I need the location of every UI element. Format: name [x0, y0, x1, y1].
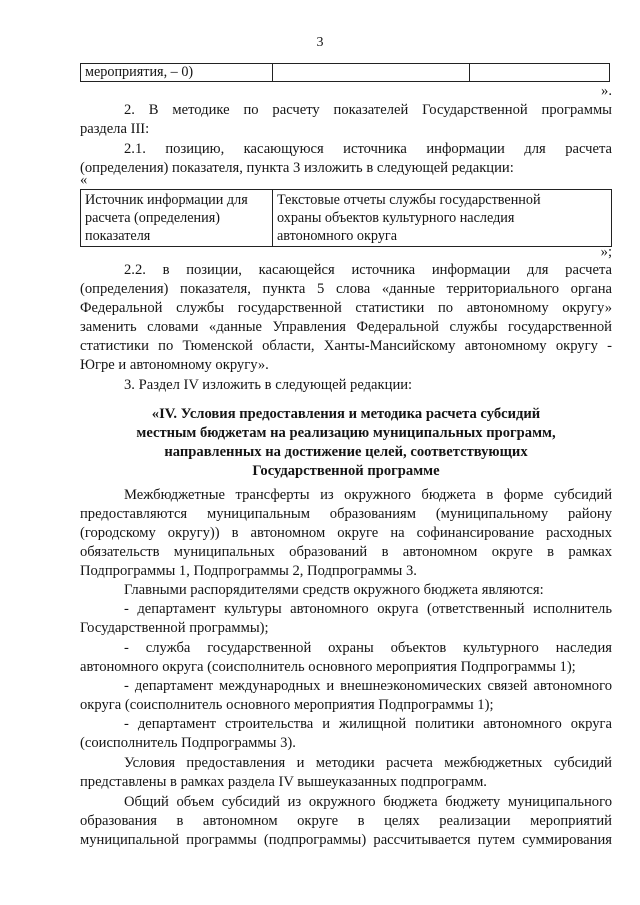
table-row	[81, 64, 610, 82]
text-line: Подпрограммы 1, Подпрограммы 2, Подпрограммы 3.	[80, 563, 417, 579]
paragraph-3	[80, 376, 612, 395]
table-cell-activity: мероприятия, – 0)	[81, 64, 273, 82]
text-line: охраны объектов культурного наследия	[277, 210, 515, 226]
paragraph-transfers-cont	[80, 505, 612, 562]
table-row	[81, 190, 612, 247]
text-line: 2. В методике по расчету показателей Государственной программы	[124, 102, 612, 118]
paragraph-2-cont	[80, 120, 612, 139]
text-line: - служба государственной охраны объектов культурного наследия	[124, 640, 612, 656]
text-line: 2.2. в позиции, касающейся источника информации для расчета	[124, 262, 612, 278]
text-line: представлены в рамках раздела IV вышеуказанных подпрограмм.	[80, 774, 487, 790]
heading-line: направленных на достижение целей, соответствующих	[164, 444, 528, 460]
list-item-international-department-cont	[80, 696, 612, 715]
paragraph-2-2-end	[80, 356, 612, 375]
text-line: - департамент строительства и жилищной политики автономного округа	[124, 716, 612, 732]
text-line: предоставляются муниципальным образованиям (муниципальному району	[80, 506, 612, 522]
text-line: (соисполнитель Подпрограммы 3).	[80, 735, 296, 751]
text-line: автономного округа	[277, 228, 398, 244]
list-item-culture-department-cont	[80, 619, 612, 638]
text-line: Межбюджетные трансферты из окружного бюджета в форме субсидий	[124, 487, 612, 503]
text-line: (определения) показателя, пункта 3 изложить в следующей редакции:	[80, 160, 514, 176]
section-heading	[80, 405, 612, 481]
text-line: Текстовые отчеты службы государственной	[277, 192, 541, 208]
paragraph-2-1	[80, 140, 612, 159]
text-line: Общий объем субсидий из окружного бюджета бюджету муниципального	[124, 794, 612, 810]
text-line: Условия предоставления и методики расчета межбюджетных субсидий	[124, 755, 612, 771]
text-line: статистики по Тюменской области, Ханты-Мансийскому автономному округу -	[80, 338, 612, 354]
source-value-cell	[273, 190, 612, 247]
source-info-table	[80, 189, 612, 247]
paragraph-2	[80, 101, 612, 120]
paragraph-conditions	[80, 754, 612, 773]
table-cell-empty-1	[273, 64, 470, 82]
heading-line: местным бюджетам на реализацию муниципальных программ,	[136, 425, 556, 441]
text-line: показателя	[85, 228, 151, 244]
text-line: Федеральной службы государственной статистики по автономному округу»	[80, 300, 612, 316]
text-line: обязательств муниципальных образований в автономном округе в рамках	[80, 544, 612, 560]
paragraph-transfers-end	[80, 562, 612, 581]
page-number: 3	[316, 35, 324, 50]
text-line: (городскому округу)) в автономном округе на софинансирование расходных	[80, 525, 612, 541]
paragraph-managers	[80, 581, 612, 600]
list-item-international-department	[80, 677, 612, 696]
text-line: Главными распорядителями средств окружного бюджета являются:	[124, 582, 544, 598]
heading-line: «IV. Условия предоставления и методика расчета субсидий	[151, 406, 541, 422]
text-line: автономного округа (соисполнитель основного мероприятия Подпрограммы 1);	[80, 659, 576, 675]
closing-quote: ».	[601, 83, 612, 99]
paragraph-total	[80, 793, 612, 812]
list-item-heritage-service	[80, 639, 612, 658]
list-item-culture-department	[80, 600, 612, 619]
table-cell-empty-2	[470, 64, 610, 82]
text-line: Источник информации для	[85, 192, 248, 208]
text-line: образования в автономном округе в целях реализации мероприятий	[80, 813, 612, 829]
paragraph-total-cont	[80, 812, 612, 850]
paragraph-2-2-cont	[80, 280, 612, 356]
closing-quote: »;	[600, 244, 612, 260]
text-line: Югре и автономному округу».	[80, 357, 269, 373]
source-label-cell	[81, 190, 273, 247]
text-line: округа (соисполнитель основного мероприятия Подпрограммы 1);	[80, 697, 494, 713]
text-line: 3. Раздел IV изложить в следующей редакции:	[124, 377, 413, 393]
text-line: (определения) показателя, пункта 5 слова «данные территориального органа	[80, 281, 612, 297]
list-item-heritage-service-cont	[80, 658, 612, 677]
paragraph-conditions-cont	[80, 773, 612, 792]
text-line: - департамент культуры автономного округа (ответственный исполнитель	[124, 601, 612, 617]
text-line: муниципальной программы (подпрограммы) рассчитывается путем суммирования	[80, 832, 612, 848]
list-item-construction-department-cont	[80, 734, 612, 753]
text-line: раздела III:	[80, 121, 150, 137]
paragraph-transfers	[80, 486, 612, 505]
text-line: Государственной программы);	[80, 620, 269, 636]
text-line: 2.1. позицию, касающуюся источника информации для расчета	[124, 141, 612, 157]
opening-quote: «	[80, 172, 88, 188]
text-line: расчета (определения)	[85, 210, 220, 226]
list-item-construction-department	[80, 715, 612, 734]
paragraph-2-1-cont	[80, 159, 612, 178]
paragraph-2-2	[80, 261, 612, 280]
continuation-table	[80, 63, 610, 82]
text-line: заменить словами «данные Управления Федеральной службы государственной	[80, 319, 612, 335]
heading-line: Государственной программе	[252, 463, 440, 479]
text-line: - департамент международных и внешнеэкономических связей автономного	[124, 678, 612, 694]
